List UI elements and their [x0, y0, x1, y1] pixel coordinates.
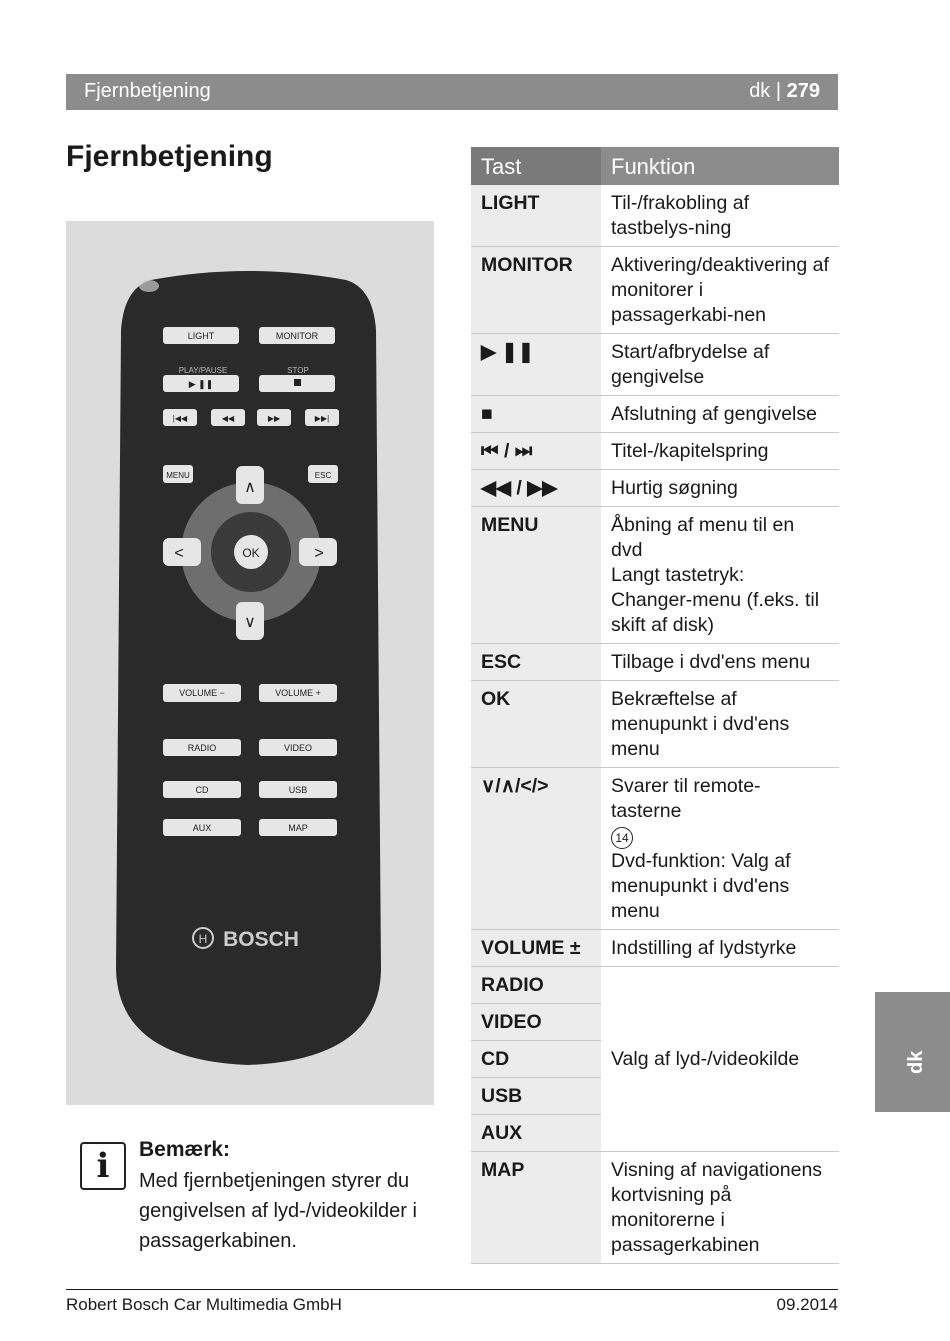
info-icon: i	[80, 1142, 126, 1190]
table-header	[471, 147, 839, 185]
svg-text:|◀◀: |◀◀	[172, 414, 188, 423]
table-row	[471, 334, 839, 396]
svg-text:▶▶|: ▶▶|	[314, 414, 330, 423]
row-func: Bekræftelse af menupunkt i dvd'ens menu	[601, 681, 839, 768]
language-side-tab	[875, 992, 950, 1112]
table-row	[471, 644, 839, 681]
row-func: Indstilling af lydstyrke	[601, 930, 839, 967]
row-key: OK	[471, 681, 601, 768]
row-func-line: Langt tastetryk: Changer-menu (f.eks. til skift af disk)	[611, 564, 820, 636]
svg-text:∧: ∧	[244, 479, 256, 496]
remote-control-illustration	[111, 270, 386, 1070]
row-func: Tilbage i dvd'ens menu	[601, 644, 839, 681]
remote-ok-label: OK	[242, 546, 260, 560]
row-key: MENU	[471, 507, 601, 644]
row-func: Start/afbrydelse af gengivelse	[601, 334, 839, 396]
row-key: VOLUME ±	[471, 930, 601, 967]
stop-key-icon: ■	[471, 396, 601, 433]
remote-map-label: MAP	[288, 823, 308, 833]
page-number: 279	[786, 80, 820, 102]
row-key: ESC	[471, 644, 601, 681]
search-key-icon: ◀◀ / ▶▶	[471, 470, 601, 507]
function-table	[471, 147, 839, 1264]
svg-text:∨: ∨	[244, 614, 256, 631]
arrow-keys-icon: ∨/∧/</>	[471, 768, 601, 930]
remote-brand: BOSCH	[223, 928, 299, 951]
svg-text:H: H	[198, 932, 208, 946]
col-key-header: Tast	[471, 147, 601, 185]
row-key: VIDEO	[471, 1004, 601, 1041]
row-key: MONITOR	[471, 247, 601, 334]
footer-company: Robert Bosch Car Multimedia GmbH	[66, 1295, 342, 1314]
remote-volume-minus-label: VOLUME −	[179, 688, 225, 698]
col-func-header: Funktion	[601, 147, 839, 185]
remote-stop-label: STOP	[287, 366, 309, 375]
table-row	[471, 681, 839, 768]
table-row	[471, 967, 839, 1004]
note-title: Bemærk:	[139, 1138, 231, 1161]
row-func-line: Dvd-funktion: Valg af menupunkt i dvd'ens menu	[611, 850, 791, 922]
row-key: RADIO	[471, 967, 601, 1004]
footer-divider	[66, 1289, 838, 1290]
footer-date: 09.2014	[776, 1295, 838, 1314]
table-row	[471, 1152, 839, 1264]
reference-number: 14	[611, 827, 633, 849]
remote-video-label: VIDEO	[283, 743, 313, 753]
row-func-line: Svarer til remote-tasterne	[611, 775, 761, 822]
table-row	[471, 396, 839, 433]
page-title: Fjernbetjening	[66, 140, 273, 173]
play-pause-key-icon: ▶ ❚❚	[471, 334, 601, 396]
row-func-merged: Valg af lyd-/videokilde	[601, 967, 839, 1152]
row-key: AUX	[471, 1115, 601, 1152]
svg-text:▶ ❚❚: ▶ ❚❚	[188, 379, 214, 389]
table-row	[471, 433, 839, 470]
row-func-line: Åbning af menu til en dvd	[611, 514, 795, 561]
table-row	[471, 470, 839, 507]
svg-text:<: <	[174, 545, 184, 562]
table-row	[471, 507, 839, 644]
row-func	[601, 507, 839, 644]
row-key: USB	[471, 1078, 601, 1115]
row-key: LIGHT	[471, 185, 601, 247]
table-row	[471, 185, 839, 247]
row-func: Visning af navigationens kortvisning på monitorerne i passagerkabinen	[601, 1152, 839, 1264]
header-lang: dk	[749, 80, 771, 102]
side-tab-label: dk	[905, 1050, 927, 1074]
table-row	[471, 247, 839, 334]
table-row	[471, 930, 839, 967]
svg-text:>: >	[314, 545, 324, 562]
page-header	[66, 74, 838, 110]
row-func	[601, 768, 839, 930]
remote-playpause-label: PLAY/PAUSE	[178, 366, 228, 375]
svg-text:◀◀: ◀◀	[221, 414, 235, 423]
remote-light-label: LIGHT	[187, 331, 215, 341]
remote-aux-label: AUX	[192, 823, 212, 833]
header-page-ref: dk | 279	[749, 80, 820, 102]
remote-monitor-label: MONITOR	[275, 331, 319, 341]
remote-volume-plus-label: VOLUME +	[275, 688, 321, 698]
row-func: Titel-/kapitelspring	[601, 433, 839, 470]
row-key: CD	[471, 1041, 601, 1078]
remote-esc-label: ESC	[314, 471, 332, 480]
row-func: Til-/frakobling af tastbelys-ning	[601, 185, 839, 247]
svg-text:▶▶: ▶▶	[267, 414, 281, 423]
skip-key-icon: ⏮ / ⏭	[471, 433, 601, 470]
row-func: Aktivering/deaktivering af monitorer i passagerkabi-nen	[601, 247, 839, 334]
note-text: Med fjernbetjeningen styrer du gengivelsen af lyd-/videokilder i passagerkabinen.	[139, 1170, 417, 1252]
table-row	[471, 768, 839, 930]
row-key: MAP	[471, 1152, 601, 1264]
remote-menu-label: MENU	[166, 471, 190, 480]
header-section: Fjernbetjening	[84, 80, 211, 102]
row-func: Afslutning af gengivelse	[601, 396, 839, 433]
remote-cd-label: CD	[195, 785, 209, 795]
remote-radio-label: RADIO	[187, 743, 217, 753]
row-func: Hurtig søgning	[601, 470, 839, 507]
remote-usb-label: USB	[288, 785, 308, 795]
